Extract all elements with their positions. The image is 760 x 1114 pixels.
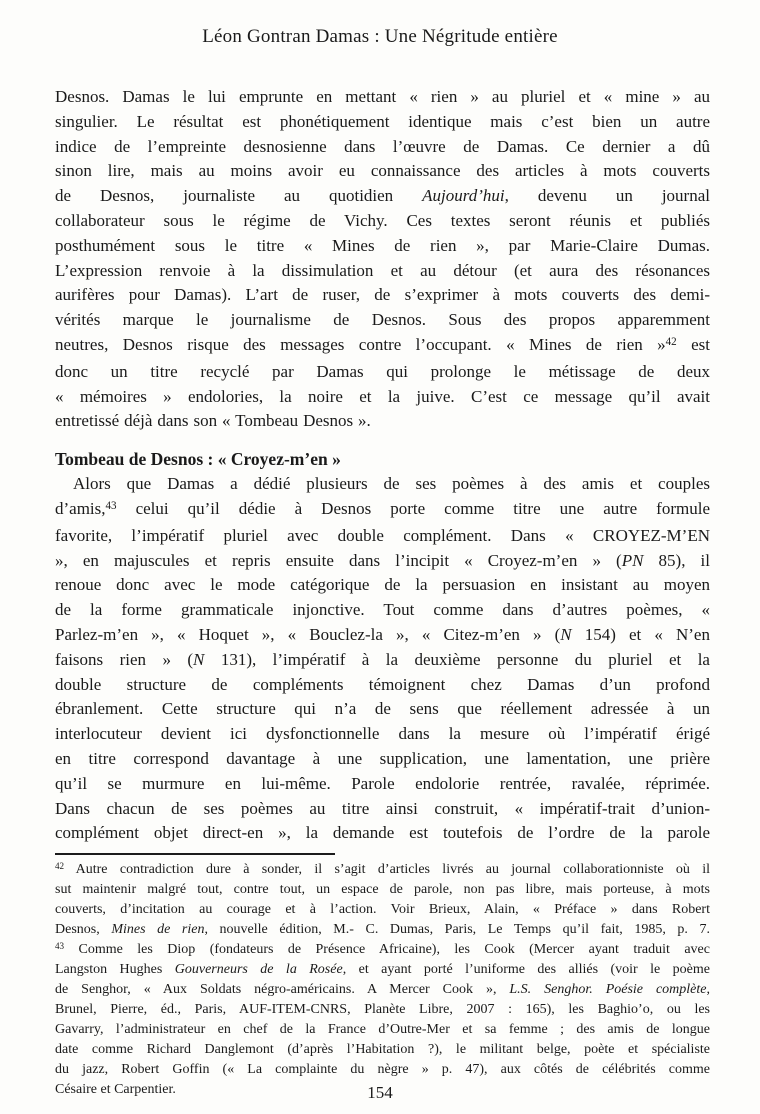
- text-line: collaborateur sous le régime de Vichy. Ces textes seront réunis et publiés: [55, 210, 710, 230]
- text-line: qu’il se murmure en lui-même. Parole endolorie rentrée, ravalée, réprimée.: [55, 773, 710, 793]
- page-number-text: 154: [367, 1083, 393, 1098]
- section-heading: Tombeau de Desnos : « Croyez-m’en »: [55, 449, 341, 470]
- text-line: ébranlement. Cette structure qui n’a de sens que réellement adressée à un: [55, 699, 710, 719]
- text-line: », en majuscules et repris ensuite dans l’incipit « Croyez-m’en » (PN 85), il: [55, 550, 710, 570]
- text-line: renoue donc avec le mode catégorique de la persuasion en insistant au moyen: [55, 575, 710, 595]
- text-line: vérités marque le journalisme de Desnos. Sous des propos apparemment: [55, 310, 710, 330]
- text-line: L’expression renvoie à la dissimulation et au détour (et aura des résonances: [55, 260, 710, 280]
- text-line: $^{42}$ Autre contradiction dure à sonder, il s’agit d’articles livrés au journal collaborationniste où il: [55, 861, 710, 878]
- text-line: Brunel, Pierre, éd., Paris, AUF-ITEM-CNRS, Planète Libre, 2007 : 165), les Baghio’o, ou les: [55, 1002, 710, 1018]
- text-line: interlocuteur devient ici dysfonctionnelle dans la mesure où l’impératif érigé: [55, 724, 710, 744]
- text-line: de la forme grammaticale injonctive. Tout comme dans d’autres poèmes, «: [55, 600, 710, 620]
- text-line: sinon lire, mais au moins avoir eu connaissance des articles à mots couverts: [55, 161, 710, 181]
- text-line: favorite, l’impératif pluriel avec double complément. Dans « CROYEZ-M’EN: [55, 525, 710, 545]
- text-line: date comme Richard Danglemont (d’après l’Habitation ?), le militant belge, poète et spécialiste: [55, 1042, 710, 1058]
- text-line: neutres, Desnos risque des messages contre l’occupant. « Mines de rien »$^{42}$ est: [55, 334, 710, 354]
- text-line: Desnos. Damas le lui emprunte en mettant « rien » au pluriel et « mine » au: [55, 87, 710, 106]
- footnote-separator: [55, 853, 335, 855]
- text-line: Alors que Damas a dédié plusieurs de ses poèmes à des amis et couples: [73, 474, 710, 494]
- text-line: complément objet direct-en », la demande est toutefois de l’ordre de la parole: [55, 823, 710, 843]
- text-line: singulier. Le résultat est phonétiquement identique mais c’est bien un autre: [55, 111, 710, 131]
- paragraph-2: [55, 472, 710, 846]
- text-line: Gavarry, l’administrateur en chef de la France d’Outre-Mer et sa femme ; des amis de longue: [55, 1022, 710, 1038]
- text-line: Dans chacun de ses poèmes au titre ainsi construit, « impératif-trait d’union-: [55, 798, 710, 818]
- text-line: posthumément sous le titre « Mines de rien », par Marie-Claire Dumas.: [55, 235, 710, 255]
- text-line: Desnos, Mines de rien, nouvelle édition, M.- C. Dumas, Paris, Le Temps qu’il fait, 1985, p. 7.: [55, 922, 710, 938]
- text-line: $^{43}$ Comme les Diop (fondateurs de Présence Africaine), les Cook (Mercer ayant traduit avec: [55, 941, 710, 958]
- text-line: faisons rien » (N 131), l’impératif à la deuxième personne du pluriel et la: [55, 649, 710, 669]
- text-line: donc un titre recyclé par Damas qui prolonge le métissage de deux: [55, 361, 710, 381]
- text-line: Césaire et Carpentier.: [55, 1082, 176, 1098]
- page-title: Léon Gontran Damas : Une Négritude entière: [202, 26, 558, 47]
- text-line: entretissé déjà dans son « Tombeau Desnos ».: [55, 411, 371, 431]
- text-line: de Desnos, journaliste au quotidien Aujourd’hui, devenu un journal: [55, 186, 710, 206]
- text-line: indice de l’empreinte desnosienne dans l’œuvre de Damas. Ce dernier a dû: [55, 136, 710, 156]
- page-number: [0, 1083, 760, 1098]
- paragraph-1: [55, 85, 710, 434]
- footnote-43: [55, 940, 710, 1100]
- text-line: sut maintenir malgré tout, contre tout, un espace de parole, non pas libre, mais porteuse, à mots: [55, 882, 710, 898]
- text-line: d’amis,$^{43}$ celui qu’il dédie à Desnos porte comme titre une autre formule: [55, 498, 710, 518]
- text-line: aurifères pour Damas). L’art de ruser, de s’exprimer à mots couverts des demi-: [55, 285, 710, 305]
- text-line: Langston Hughes Gouverneurs de la Rosée, et ayant porté l’uniforme des alliés (voir le poème: [55, 962, 710, 978]
- text-line: du jazz, Robert Goffin (« La complainte du nègre » p. 47), aux côtés de célébrités comme: [55, 1062, 710, 1078]
- text-line: de Senghor, « Aux Soldats négro-américains. A Mercer Cook », L.S. Senghor. Poésie complète,: [55, 982, 710, 998]
- text-line: Parlez-m’en », « Hoquet », « Bouclez-la », « Citez-m’en » (N 154) et « N’en: [55, 624, 710, 644]
- text-line: « mémoires » endolories, la noire et la juive. C’est ce message qu’il avait: [55, 386, 710, 406]
- text-line: double structure de compléments témoignent chez Damas d’un profond: [55, 674, 710, 694]
- footnote-42: [55, 860, 710, 940]
- page-content: [55, 85, 710, 1100]
- text-line: couverts, d’incitation au courage et à l’action. Voir Brieux, Alain, « Préface » dans Robert: [55, 902, 710, 918]
- text-line: en titre correspond davantage à une supplication, une lamentation, une prière: [55, 748, 710, 768]
